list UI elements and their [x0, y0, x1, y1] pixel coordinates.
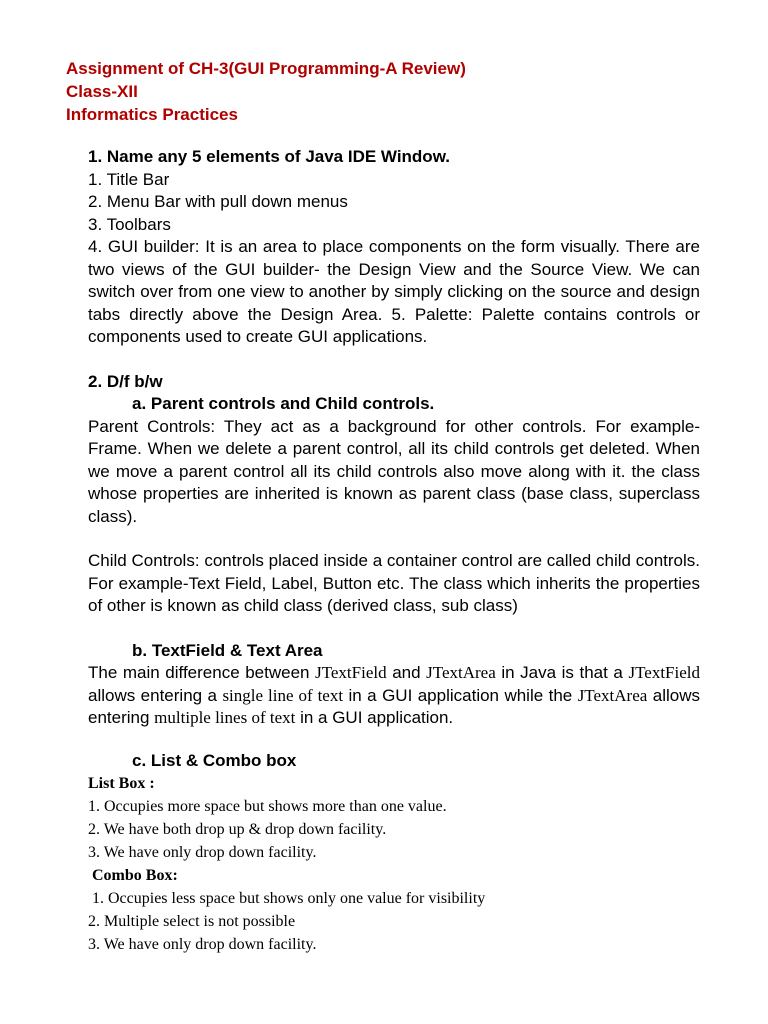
assignment-title: Assignment of CH-3(GUI Programming-A Review) [66, 59, 466, 78]
subject-label: Informatics Practices [66, 105, 238, 124]
subquestion-a-title: a. Parent controls and Child controls. [132, 394, 435, 413]
list-item: 1. Title Bar [88, 169, 170, 189]
textfield-textarea-paragraph: The main difference between JTextField and JTextArea in Java is that a JTextField allows entering a single line of text in a GUI application while the JTextArea allows entering multiple lines of text in a GUI application. [88, 663, 700, 727]
list-item: 1. Occupies less space but shows only one value for visibility [92, 890, 486, 907]
list-item: 2. Multiple select is not possible [88, 913, 296, 930]
combo-box-heading: Combo Box: [92, 867, 178, 884]
subquestion-c-title: c. List & Combo box [132, 750, 297, 770]
code-term: JTextArea [426, 663, 496, 682]
document-body [88, 146, 700, 956]
question-1-title: 1. Name any 5 elements of Java IDE Window. [88, 147, 451, 166]
code-term: JTextField [628, 663, 700, 682]
question-2-title: 2. D/f b/w [88, 371, 163, 391]
list-item: 2. We have both drop up & drop down facility. [88, 821, 387, 838]
parent-controls-paragraph: Parent Controls: They act as a background for other controls. For example-Frame. When we delete a parent control, all its child controls get deleted. When we move a parent control all its child controls also move along with it. the class whose properties are inherited is known as parent class (base class, superclass class). [88, 416, 700, 526]
list-item: 3. We have only drop down facility. [88, 936, 317, 953]
code-term: JTextArea [577, 685, 648, 705]
list-box-heading: List Box : [88, 775, 155, 792]
list-item: 3. Toolbars [88, 214, 171, 234]
list-item: 3. We have only drop down facility. [88, 844, 317, 861]
class-label: Class-XII [66, 82, 138, 101]
subquestion-b-title: b. TextField & Text Area [132, 640, 323, 660]
emphasis-term: multiple lines of text [154, 708, 296, 727]
code-term: JTextField [315, 663, 387, 682]
document-header [66, 57, 466, 126]
list-item: 1. Occupies more space but shows more than one value. [88, 798, 447, 815]
list-item: 2. Menu Bar with pull down menus [88, 192, 348, 211]
emphasis-term: single line of text [222, 685, 344, 705]
child-controls-paragraph: Child Controls: controls placed inside a container control are called child controls. For example-Text Field, Label, Button etc. The class which inherits the properties of other is known as child class (derived class, sub class) [88, 551, 700, 615]
gui-builder-paragraph: 4. GUI builder: It is an area to place components on the form visually. There are two views of the GUI builder- the Design View and the Source View. We can switch over from one view to another by simply clicking on the source and design tabs directly above the Design Area. 5. Palette: Palette contains controls or components used to create GUI applications. [88, 237, 700, 346]
